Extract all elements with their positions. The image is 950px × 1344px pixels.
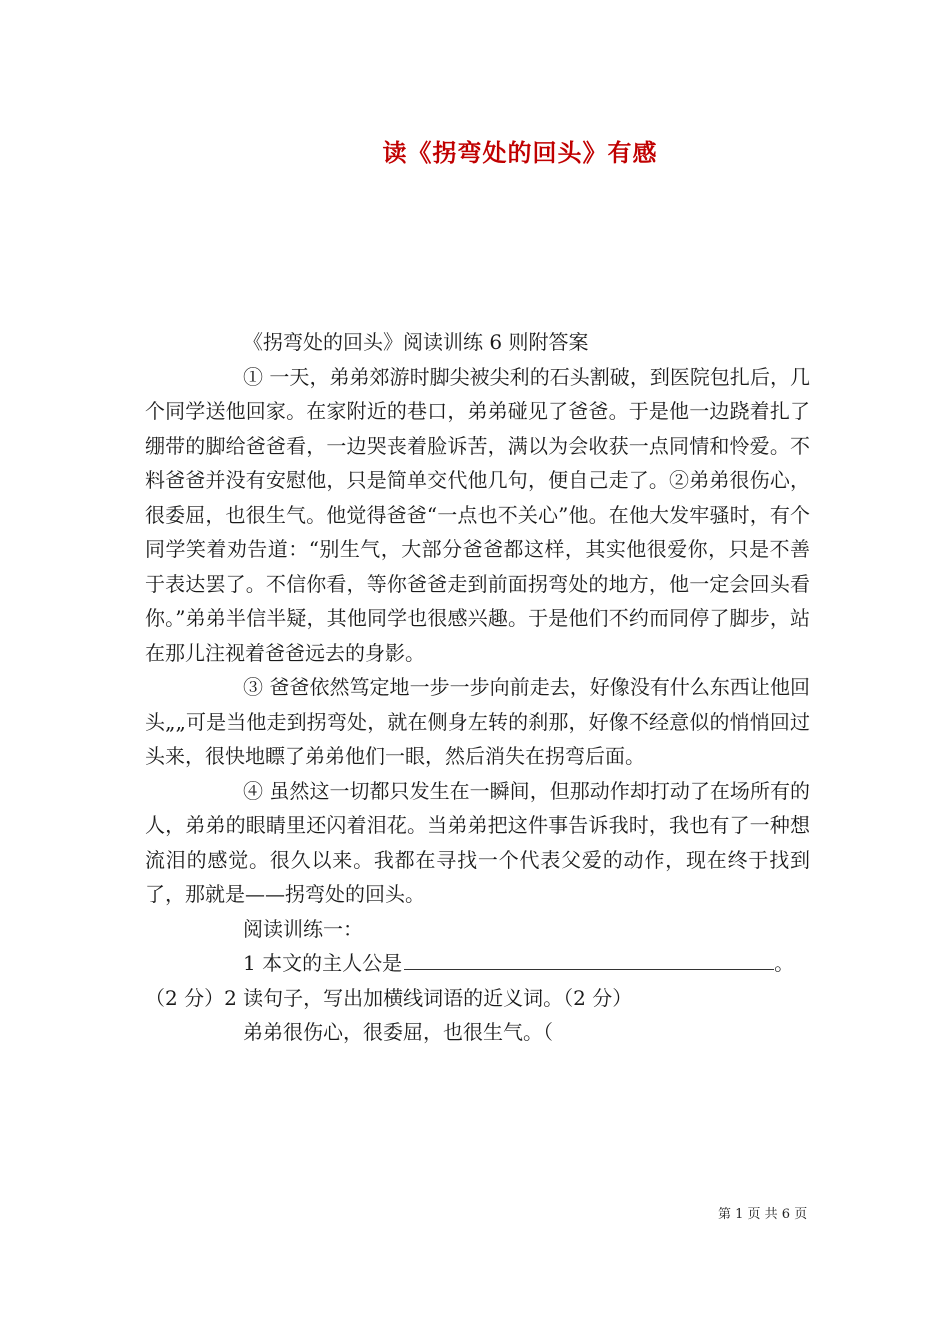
answer-blank[interactable]	[404, 947, 774, 970]
paragraph-2: ③ 爸爸依然笃定地一步一步向前走去，好像没有什么东西让他回头„„可是当他走到拐弯处，就在侧身左转的刹那，好像不经意似的悄悄回过头来，很快地瞟了弟弟他们一眼，然后消失在拐弯后面。	[145, 675, 810, 768]
question-1	[145, 946, 810, 981]
exercise-heading: 阅读训练一：	[243, 916, 363, 941]
document-body	[145, 325, 810, 1050]
question-1-suffix: 。	[774, 951, 795, 975]
question-2-sentence: 弟弟很伤心，很委屈，也很生气。（	[243, 1020, 553, 1044]
page-title: 读《拐弯处的回头》有感	[382, 138, 658, 167]
page-footer: 第 1 页 共 6 页	[718, 1207, 808, 1222]
paragraph-3: ④ 虽然这一切都只发生在一瞬间，但那动作却打动了在场所有的人，弟弟的眼睛里还闪着泪花。当弟弟把这件事告诉我时，我也有了一种想流泪的感觉。很久以来。我都在寻找一个代表父爱的动作，现在终于找到了，那就是——拐弯处的回头。	[145, 778, 810, 906]
question-1-text: 1 本文的主人公是	[243, 951, 403, 975]
question-2: （2 分）2 读句子，写出加横线词语的近义词。（2 分）	[145, 985, 633, 1010]
paragraph-1: ① 一天，弟弟郊游时脚尖被尖利的石头割破，到医院包扎后，几个同学送他回家。在家附近的巷口，弟弟碰见了爸爸。于是他一边跷着扎了绷带的脚给爸爸看，一边哭丧着脸诉苦，满以为会收获一点同情和怜爱。不料爸爸并没有安慰他，只是简单交代他几句，便自己走了。②弟弟很伤心，很委屈，也很生气。他觉得爸爸“一点也不关心”他。在他大发牢骚时，有个同学笑着劝告道：“别生气，大部分爸爸都这样，其实他很爱你，只是不善于表达罢了。不信你看，等你爸爸走到前面拐弯处的地方，他一定会回头看你。”弟弟半信半疑，其他同学也很感兴趣。于是他们不约而同停了脚步，站在那儿注视着爸爸远去的身影。	[145, 364, 810, 665]
subtitle: 《拐弯处的回头》阅读训练 6 则附答案	[243, 330, 589, 354]
